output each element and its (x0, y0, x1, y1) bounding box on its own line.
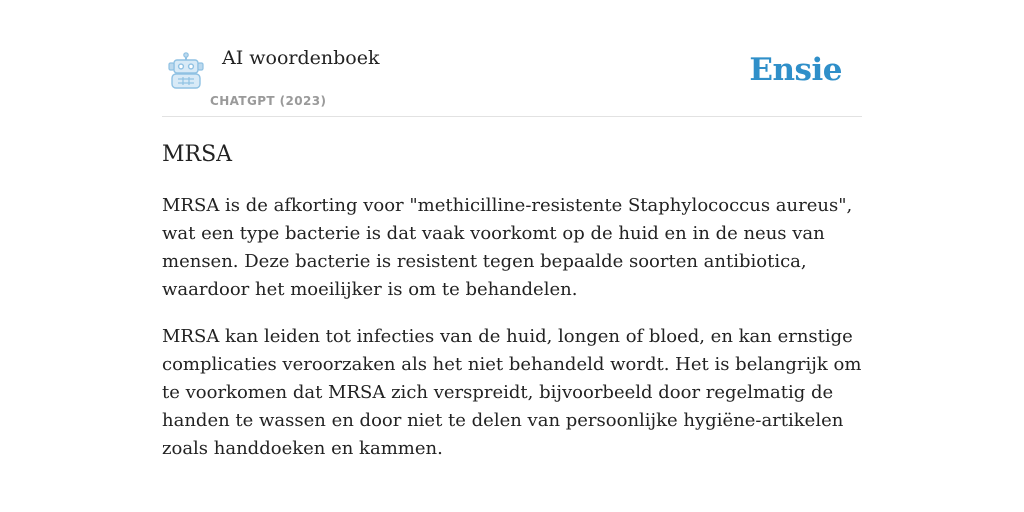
entry-term: MRSA (162, 142, 233, 167)
source-subtitle: CHATGPT (2023) (210, 94, 327, 108)
source-title: AI woordenboek (222, 47, 380, 69)
definition-paragraph: MRSA is de afkorting voor "methicilline-resistente Staphylococcus aureus", wat een type bacterie is dat vaak voorkomt op de huid en in de neus van mensen. Deze bacterie is resistent tegen bepaalde soorten antibiotica, waardoor het moeilijker is om te behandelen. (162, 195, 853, 300)
brand-logo[interactable]: Ensie (749, 52, 842, 88)
entry-definition (162, 192, 864, 482)
robot-icon (166, 52, 206, 90)
definition-paragraph: MRSA kan leiden tot infecties van de huid, longen of bloed, en kan ernstige complicaties veroorzaken als het niet behandeld wordt. Het is belangrijk om te voorkomen dat MRSA zich verspreidt, bijvoorbeeld door regelmatig de handen te wassen en door niet te delen van persoonlijke hygiëne-artikelen zoals handdoeken en kammen. (162, 326, 862, 459)
header (162, 0, 862, 117)
